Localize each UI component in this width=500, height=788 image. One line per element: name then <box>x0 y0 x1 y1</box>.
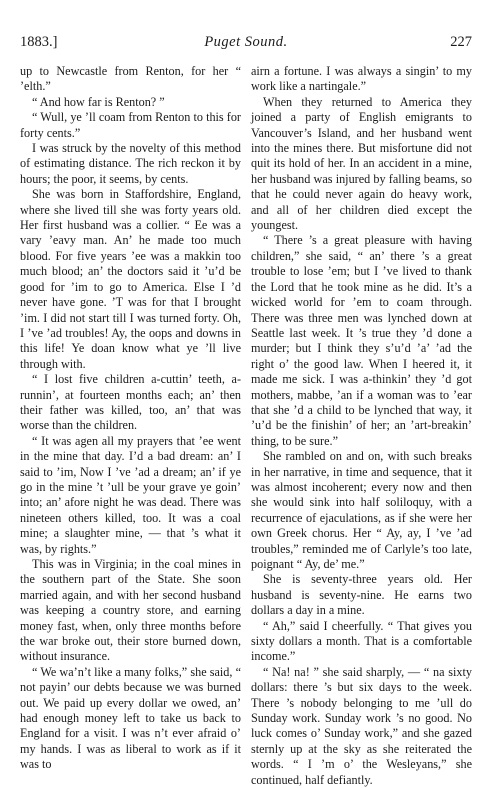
paragraph: “ It was agen all my prayers that ’ee went in the mine that day. I’d a bad dream: an’ I said to ’im, Now I ’ve ’ad a dream; an’ if ye go in the mine ’t ’ull be your grave ye goin’ into; an’ afore night he was dead. There was nineteen others killed, too. It was a coal mine; a slaughter mine, — that ’s what it was, by rights.” <box>20 433 241 556</box>
left-column <box>20 64 241 772</box>
right-column <box>251 64 472 787</box>
paragraph: When they returned to America they joined a party of English emigrants to Vancouver’s Island, and her husband went into the mines there. But misfortune did not quit its hold of her. In an accident in a mine, her husband was injured by falling beams, so that he could never again do heavy work, and all of her children died except the youngest. <box>251 94 472 233</box>
running-header <box>20 34 472 54</box>
paragraph: up to Newcastle from Renton, for her “ ’elth.” <box>20 64 241 94</box>
paragraph: airn a fortune. I was always a singin’ to my work like a nartingale.” <box>251 64 472 94</box>
header-title: Puget Sound. <box>204 34 288 50</box>
paragraph: “ And how far is Renton? ” <box>32 94 165 109</box>
paragraph: She is seventy-three years old. Her husband is seventy-nine. He earns two dollars a day in a mine. <box>251 572 472 618</box>
paragraph: “ There ’s a great pleasure with having children,” she said, “ an’ there ’s a great trouble to lose ’em; but I ’ve lived to thank the Lord that he took mine as he did. It’s a wicked world for ’em to coam through. There was three men was lynched down at Seattle last week. It ’s true they ’d done a murder; but I think they s’u’d ’a’ ’ad the right o’ the good law. When I heered it, it made me sick. I was a-thinkin’ they ’d got mothers, mabbe, ’an if a woman was to ’ear that she ’d a child to be lynched that way, it ’u’d be the finishin’ of her; an ’art-breakin’ thing, to be sure.” <box>251 233 472 448</box>
paragraph: I was struck by the novelty of this method of estimating distance. The rich reckon it by hours; the poor, it seems, by cents. <box>20 141 241 186</box>
paragraph: “ We wa’n’t like a many folks,” she said, “ not payin’ our debts because we was burned out. We paid up every dollar we owed, an’ had enough money left to take us back to England for a visit. I was n’t ever afraid o’ my hands. I was as liberal to work as if it was to <box>20 664 241 772</box>
paragraph: “ Ah,” said I cheerfully. “ That gives you sixty dollars a month. That is a comfortable income.” <box>251 618 472 664</box>
paragraph: “ Na! na! ” she said sharply, — “ na sixty dollars: there ’s but six days to the week. There ’s nobody belonging to me ’ull do Sunday work. Sunday work ’s no good. No luck comes o’ Sunday work,” and she gazed sternly up at the sky as she reiterated the words. “ I ’m o’ the Wesleyans,” she continued, half defiantly. <box>251 664 472 787</box>
paragraph: She rambled on and on, with such breaks in her narrative, in time and sequence, that it was almost incoherent; every now and then she would sink into half soliloquy, with a recurrence of ejaculations, as if she were her own Greek chorus. Her “ Ay, ay, I ’ve ’ad troubles,” reminded me of Carlyle’s too late, poignant “ Ay, de’ me.” <box>251 449 472 571</box>
paragraph: She was born in Staffordshire, England, where she lived till she was forty years old. Her first husband was a collier. “ Ee was a vary ’eavy man. An’ he made too much blood. For five years ’ee was a makkin too much blood; an’ the doctors said it ’u’d be good for ’im to go to America. Else I ’d never have gone. ’T was for that I brought ’im. I did not start till I was turned forty. Oh, I ’ve ’ad troubles! Ay, the oops and downs in this life! Ye doan know what ye ’ll live through with. <box>20 187 241 371</box>
header-year: 1883.] <box>20 34 58 50</box>
paragraph: “ I lost five children a-cuttin’ teeth, a-runnin’, at fourteen months each; an’ then their father was killed, too, an’ that was worse than the children. <box>20 372 241 433</box>
paragraph: “ Wull, ye ’ll coam from Renton to this for forty cents.” <box>20 110 241 140</box>
page-number: 227 <box>450 34 472 50</box>
paragraph: This was in Virginia; in the coal mines in the southern part of the State. She soon married again, and with her second husband was keeping a country store, and earning money fast, when, only three months before the war broke out, their store burned down, without insurance. <box>20 557 241 664</box>
